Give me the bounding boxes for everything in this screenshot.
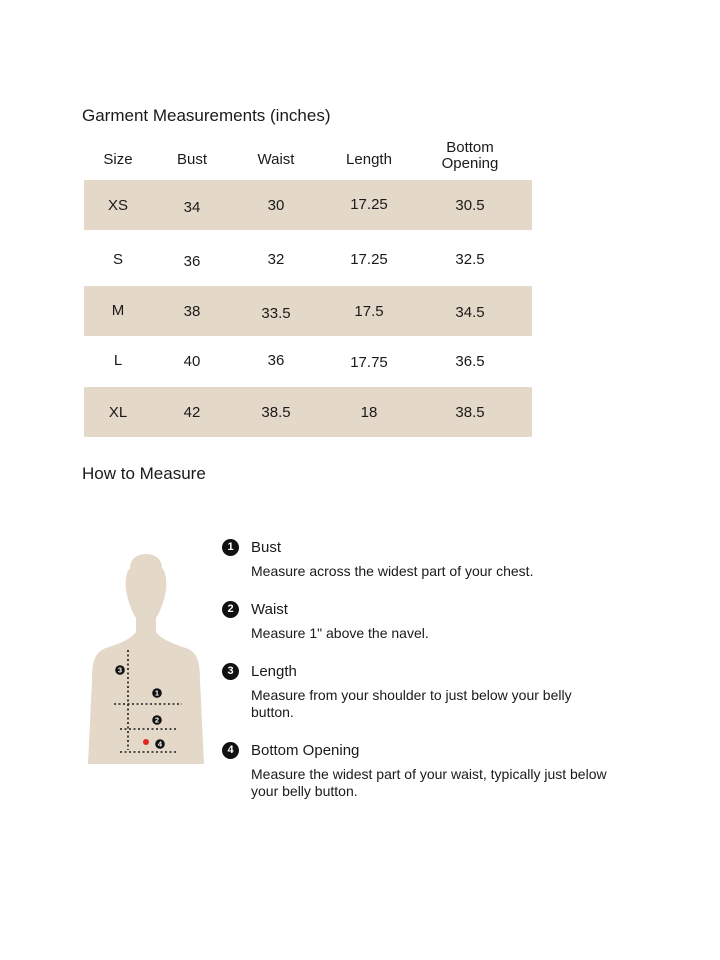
marker-2-label: 2	[154, 715, 160, 725]
cell-bottom: 36.5	[455, 353, 485, 370]
cell-length: 18	[360, 404, 378, 421]
marker-4-label: 4	[157, 739, 163, 749]
cell-size: M	[111, 302, 125, 319]
body-figure	[86, 552, 206, 767]
header-size: Size	[103, 151, 133, 168]
cell-length: 17.25	[350, 196, 388, 213]
header-bottom-opening: Bottom Opening	[441, 139, 499, 172]
cell-size: L	[113, 352, 123, 369]
navel-dot	[143, 739, 149, 745]
cell-length: 17.5	[354, 303, 384, 320]
step-number-icon: 2	[222, 601, 239, 618]
marker-1-label: 1	[154, 688, 160, 698]
step-length	[222, 662, 622, 721]
table-header	[84, 140, 532, 178]
step-description: Measure from your shoulder to just below your belly button.	[251, 687, 572, 720]
step-label: Bottom Opening	[251, 742, 360, 759]
cell-bust: 36	[183, 253, 201, 270]
cell-bust: 34	[183, 199, 201, 216]
cell-bottom: 34.5	[455, 304, 485, 321]
how-to-measure-title: How to Measure	[82, 464, 206, 483]
cell-size: S	[112, 251, 123, 268]
cell-waist: 33.5	[261, 305, 291, 322]
cell-length: 17.25	[350, 251, 388, 268]
cell-size: XS	[107, 197, 128, 214]
cell-waist: 36	[267, 352, 285, 369]
cell-bust: 40	[183, 353, 201, 370]
cell-waist: 30	[267, 197, 285, 214]
step-number-icon: 1	[222, 539, 239, 556]
table-row	[84, 234, 532, 284]
table-title: Garment Measurements (inches)	[82, 106, 331, 125]
cell-waist: 38.5	[261, 404, 291, 421]
table-row	[84, 336, 532, 386]
silhouette	[88, 554, 204, 764]
header-waist: Waist	[257, 151, 295, 168]
header-length: Length	[346, 151, 392, 168]
step-bust	[222, 538, 622, 580]
step-number-icon: 3	[222, 663, 239, 680]
cell-size: XL	[108, 404, 128, 421]
cell-bottom: 32.5	[455, 251, 485, 268]
step-bottom-opening	[222, 741, 622, 800]
step-label: Length	[251, 663, 297, 680]
header-bust: Bust	[176, 151, 207, 168]
step-description: Measure 1" above the navel.	[251, 625, 429, 641]
cell-length: 17.75	[350, 354, 388, 371]
step-label: Waist	[251, 601, 288, 618]
measure-steps	[222, 538, 622, 820]
table-row	[84, 180, 532, 230]
step-description: Measure across the widest part of your chest.	[251, 563, 534, 579]
cell-bust: 42	[183, 404, 201, 421]
table-row	[84, 387, 532, 437]
step-number-icon: 4	[222, 742, 239, 759]
step-description: Measure the widest part of your waist, typically just below your belly button.	[251, 766, 607, 799]
cell-bottom: 30.5	[455, 197, 485, 214]
cell-bottom: 38.5	[455, 404, 485, 421]
cell-bust: 38	[183, 303, 201, 320]
cell-waist: 32	[267, 251, 285, 268]
table-row	[84, 286, 532, 336]
marker-3-label: 3	[117, 665, 123, 675]
step-label: Bust	[251, 539, 282, 556]
step-waist	[222, 600, 622, 642]
